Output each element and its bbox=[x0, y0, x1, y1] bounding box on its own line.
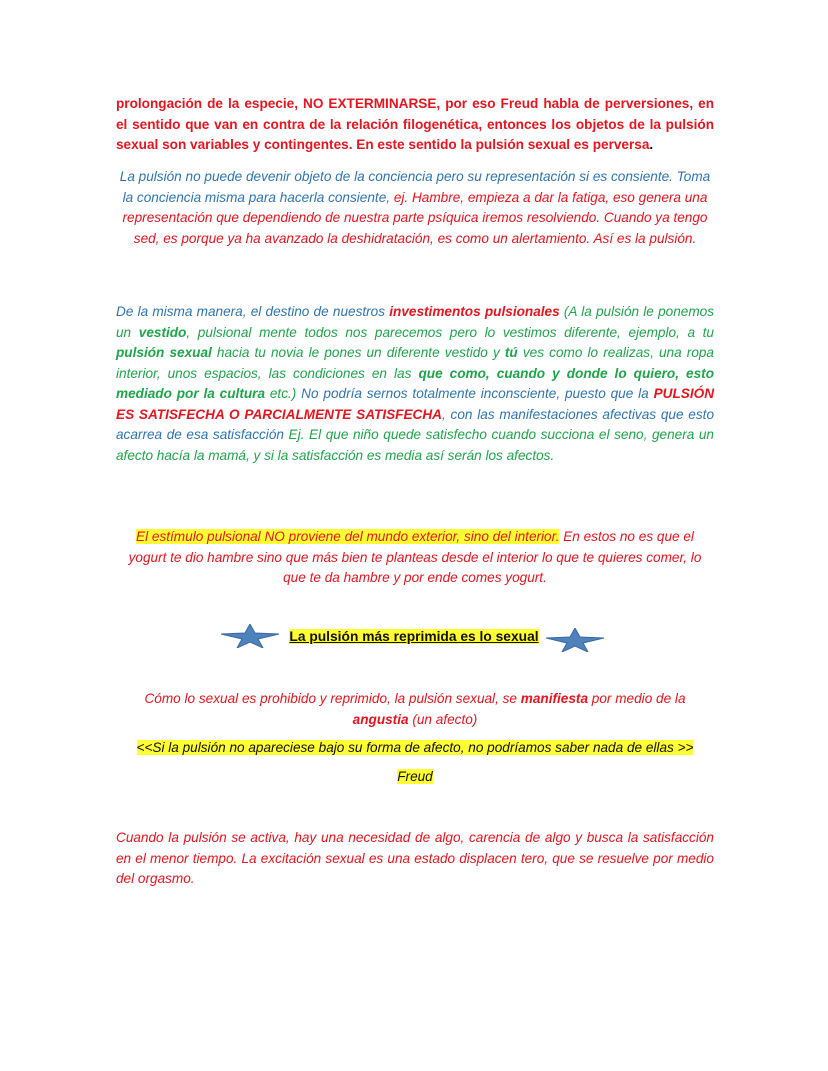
paragraph-activacion bbox=[116, 828, 714, 890]
highlighted-text: El estímulo pulsional NO proviene del mundo exterior, sino del interior. bbox=[136, 529, 560, 544]
text-span: No podría sernos totalmente inconsciente, puesto que la bbox=[296, 386, 654, 401]
text-span: , con las manifestaciones afectivas que esto acarrea de esa satisfacción bbox=[116, 406, 714, 442]
text-span: que como, cuando y donde lo quiero, esto mediado por la cultura bbox=[116, 365, 714, 401]
text-span: hacia tu novia le pones un diferente vestido y bbox=[211, 345, 505, 360]
paragraph-estimulo bbox=[116, 527, 714, 589]
text-span: manifiesta bbox=[520, 691, 589, 706]
paragraph-conciencia bbox=[116, 167, 714, 249]
text-span: ves como lo realizas, una ropa interior, unos espacios, las condiciones en las bbox=[116, 345, 714, 381]
text-span: vestido bbox=[138, 324, 187, 340]
heading-text: La pulsión más reprimida es lo sexual bbox=[289, 629, 539, 644]
quote-author bbox=[116, 767, 714, 788]
text-span: Cómo lo sexual es prohibido y reprimido, la pulsión sexual, se bbox=[144, 691, 521, 706]
text-span: (un afecto) bbox=[408, 711, 478, 727]
paragraph-angustia bbox=[116, 689, 714, 730]
text-span: (A la pulsión le ponemos un bbox=[116, 304, 714, 340]
text-span: Ej. El que niño quede satisfecho cuando succiona el seno, genera un afecto hacía la mamá, y si la satisfacción es media así serán los afectos. bbox=[116, 427, 714, 463]
text-red: ej. Hambre, empieza a dar la fatiga, eso genera una representación que dependiendo de nuestra parte psíquica iremos resolviendo. Cuando ya tengo sed, es porque ya ha avanzado la deshidratación, es como un alertamiento. Así es la pulsión. bbox=[122, 189, 708, 246]
paragraph-text: Cuando la pulsión se activa, hay una necesidad de algo, carencia de algo y busca la satisfacción en el menor tiempo. La excitación sexual es una estado displacen tero, que se resuelve por medio del orgasmo. bbox=[116, 830, 714, 886]
section-heading bbox=[0, 627, 828, 647]
text-span: En estos no es que el yogurt te dio hambre sino que más bien te planteas desde el interior lo que te quieres comer, lo que te da hambre y por ende comes yogurt. bbox=[128, 529, 702, 585]
freud-quote bbox=[116, 738, 714, 759]
text-span: De la misma manera, el destino de nuestros bbox=[116, 304, 390, 319]
text-span: pulsión sexual bbox=[116, 345, 212, 360]
period: . bbox=[649, 137, 654, 152]
quote-text: <<Si la pulsión no apareciese bajo su forma de afecto, no podríamos saber nada de ellas >> bbox=[136, 740, 694, 755]
paragraph-investimentos bbox=[116, 302, 714, 466]
text-span: investimentos pulsionales bbox=[389, 304, 560, 319]
text-span: tú bbox=[504, 345, 518, 360]
paragraph-perversion bbox=[116, 94, 714, 156]
text-span: PULSIÓN ES SATISFECHA O PARCIALMENTE SATISFECHA bbox=[116, 386, 715, 422]
text-span: , pulsional mente todos nos parecemos pero lo vestimos diferente, ejemplo, a tu bbox=[186, 324, 714, 340]
text-span: angustia bbox=[352, 711, 409, 727]
author-text: Freud bbox=[397, 769, 433, 784]
text-blue: La pulsión no puede devenir objeto de la conciencia pero su representación si es consiente. Toma la conciencia misma para hacerla consiente, bbox=[119, 169, 711, 205]
paragraph-text: prolongación de la especie, NO EXTERMINARSE, por eso Freud habla de perversiones, en el sentido que van en contra de la relación filogenética, entonces los objetos de la pulsión sexual son variables y contingentes. En este sentido la pulsión sexual es perversa bbox=[116, 96, 714, 152]
text-span: etc.) bbox=[265, 386, 297, 401]
text-span: por medio de la bbox=[588, 691, 686, 706]
star-icon bbox=[546, 628, 604, 652]
